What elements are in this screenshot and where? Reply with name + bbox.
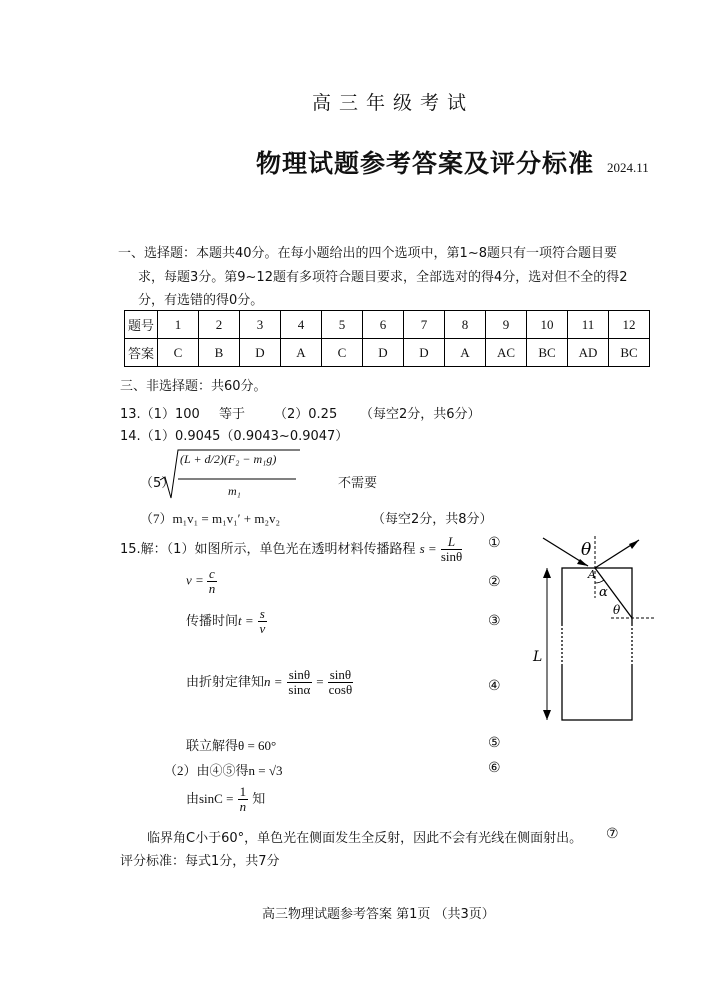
- eq3-den: v: [259, 621, 266, 636]
- reflected-arrow: [629, 540, 639, 549]
- eq5: 联立解得θ = 60°: [186, 738, 277, 753]
- material-block: [562, 568, 632, 720]
- table-cell: D: [240, 339, 281, 367]
- eq2-fraction: [207, 567, 217, 596]
- table-cell: BC: [609, 339, 650, 367]
- eq6: （2）由④⑤得n = √3: [164, 763, 283, 778]
- table-header-answer: 答案: [125, 339, 158, 367]
- table-cell: AC: [486, 339, 527, 367]
- eq2-den: n: [208, 581, 216, 596]
- mark-3: ③: [488, 613, 501, 629]
- section1-line3: 分，有选错的得0分。: [138, 293, 264, 308]
- eq4-fraction2: [328, 668, 353, 697]
- alpha-label: α: [599, 585, 608, 600]
- eq3-text: 传播时间: [186, 614, 239, 629]
- table-row: [125, 339, 650, 367]
- document-title: 物理试题参考答案及评分标准: [256, 151, 595, 178]
- eq7-fraction: [238, 785, 249, 814]
- q13-part1: 13.（1）100: [120, 407, 200, 422]
- table-cell: C: [158, 339, 199, 367]
- table-cell: A: [445, 339, 486, 367]
- eq1-lhs: s =: [419, 541, 437, 556]
- length-label: L: [533, 649, 543, 665]
- answer-table: [124, 310, 650, 367]
- eq4-num1: sinθ: [288, 667, 311, 682]
- table-cell: 4: [281, 311, 322, 339]
- table-cell: BC: [527, 339, 568, 367]
- theta-label: θ: [581, 540, 592, 560]
- table-cell: 7: [404, 311, 445, 339]
- table-cell: 10: [527, 311, 568, 339]
- eq1-den: sinθ: [440, 549, 463, 564]
- eq1-num: L: [441, 535, 462, 550]
- table-cell: D: [363, 339, 404, 367]
- eq3-lhs: t =: [238, 613, 254, 628]
- table-cell: 9: [486, 311, 527, 339]
- eq3: [186, 607, 267, 636]
- table-header-number: 题号: [125, 311, 158, 339]
- eq3-fraction: [258, 607, 267, 636]
- section1-line2: 求，每题3分。第9~12题有多项符合题目要求，全部选对的得4分，选对但不全的得2: [138, 270, 628, 285]
- mark-4: ④: [488, 678, 501, 694]
- eq3-num: s: [259, 606, 265, 621]
- q15-intro: [120, 535, 462, 564]
- eq7-num: 1: [239, 784, 247, 799]
- section3-title: 三、非选择题：共60分。: [120, 379, 267, 394]
- length-arrow-bottom: [543, 710, 551, 720]
- scoring-standard: 评分标准：每式1分，共7分: [120, 854, 280, 869]
- eq4-text: 由折射定律知: [186, 675, 265, 690]
- document-date: 2024.11: [607, 160, 649, 175]
- mark-6: ⑥: [488, 760, 501, 776]
- eq2-num: c: [209, 566, 215, 581]
- eq7-den: n: [239, 799, 247, 814]
- table-row: [125, 311, 650, 339]
- table-cell: A: [281, 339, 322, 367]
- eq4-den1: sinα: [288, 682, 311, 697]
- eq4-equals: =: [316, 674, 324, 689]
- q13-part1b: 等于: [219, 407, 246, 422]
- eq4-den2: cosθ: [328, 682, 353, 697]
- q15-intro-text: 15.解：（1）如图所示，单色光在透明材料传播路程: [120, 542, 416, 557]
- q13-score: （每空2分，共6分）: [360, 407, 481, 422]
- table-cell: 12: [609, 311, 650, 339]
- page-footer: 高三物理试题参考答案 第1页 （共3页）: [262, 907, 495, 922]
- table-cell: 3: [240, 311, 281, 339]
- eq7: [186, 785, 265, 814]
- table-cell: AD: [568, 339, 609, 367]
- q14-part5-num-text: (L + d/2)(F₂ − m₁g): [180, 452, 277, 466]
- table-cell: 6: [363, 311, 404, 339]
- mark-1: ①: [488, 535, 501, 551]
- q14-part5-denominator: m₁: [228, 484, 241, 498]
- alpha-arc: [595, 580, 604, 583]
- table-cell: D: [404, 339, 445, 367]
- q14-part7: （7）m₁v₁ = m₁v₁′ + m₂v₂: [140, 511, 281, 526]
- q14-part5-label: （5）: [140, 476, 175, 491]
- mark-5: ⑤: [488, 735, 501, 751]
- eq4-num2: sinθ: [329, 667, 352, 682]
- eq4-lhs: n =: [264, 674, 283, 689]
- table-cell: 2: [199, 311, 240, 339]
- length-arrow-top: [543, 568, 551, 578]
- table-cell: 8: [445, 311, 486, 339]
- q14-score: （每空2分，共8分）: [372, 512, 493, 527]
- mark-7: ⑦: [606, 826, 619, 842]
- table-cell: C: [322, 339, 363, 367]
- eq4: [186, 668, 353, 697]
- eq4-fraction1: [287, 668, 312, 697]
- eq2: [186, 567, 217, 596]
- table-cell: 1: [158, 311, 199, 339]
- theta2-label: θ: [613, 603, 621, 617]
- point-a-label: A: [588, 568, 596, 581]
- q14-part5-note: 不需要: [338, 476, 378, 491]
- eq1-fraction: [441, 535, 462, 564]
- table-cell: 5: [322, 311, 363, 339]
- q15-conclusion: 临界角C小于60°，单色光在侧面发生全反射，因此不会有光线在侧面射出。: [147, 831, 583, 846]
- section1-line1: 一、选择题：本题共40分。在每小题给出的四个选项中，第1~8题只有一项符合题目要: [118, 246, 617, 261]
- q13-part2: （2）0.25: [274, 407, 338, 422]
- eq7-tail: 知: [252, 792, 266, 807]
- mark-2: ②: [488, 574, 501, 590]
- table-cell: B: [199, 339, 240, 367]
- table-cell: 11: [568, 311, 609, 339]
- refraction-diagram: [525, 528, 675, 738]
- exam-title: 高三年级考试: [312, 93, 475, 114]
- q14-part5-numerator: [180, 452, 276, 467]
- eq7-text: 由sinC =: [186, 791, 234, 806]
- q14-part1: 14.（1）0.9045（0.9043~0.9047）: [120, 429, 349, 444]
- eq2-lhs: v =: [186, 572, 204, 588]
